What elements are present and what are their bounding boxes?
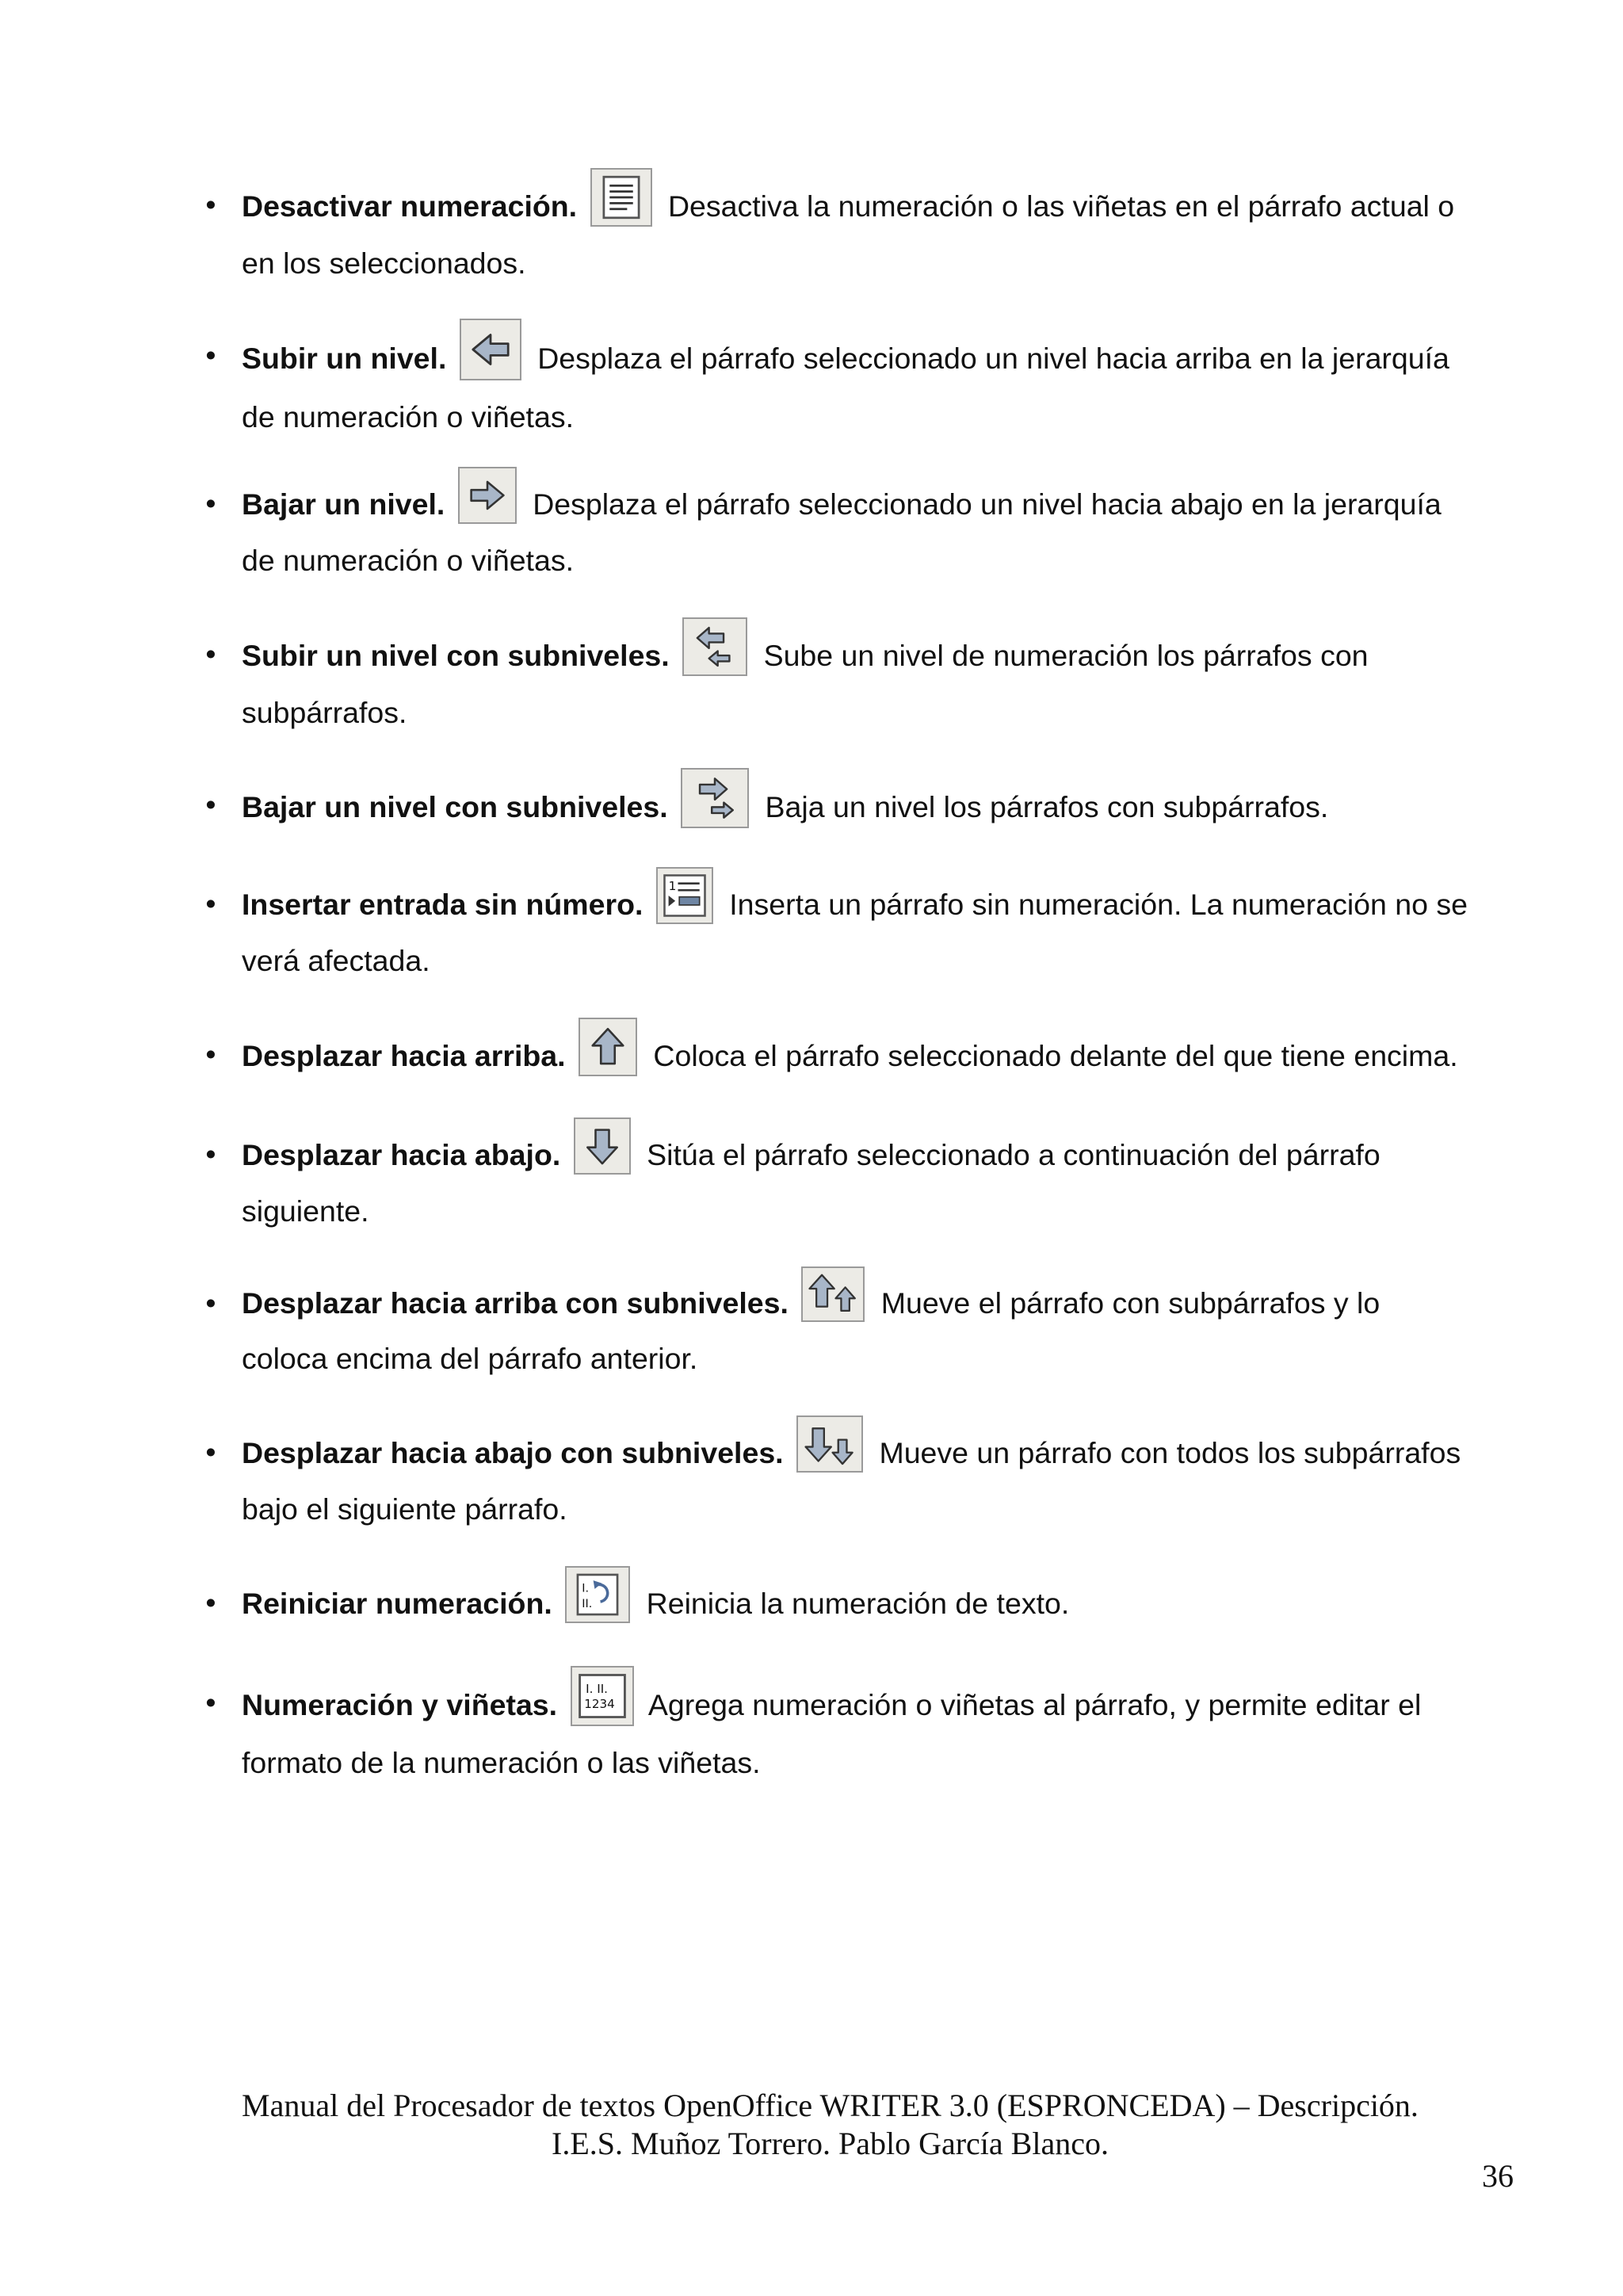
bullet: •	[205, 338, 216, 372]
insert-unnumbered-entry-icon	[656, 867, 713, 924]
item-term: Bajar un nivel.	[242, 487, 445, 521]
bullet: •	[205, 788, 216, 821]
list-item	[205, 1278, 1474, 1385]
item-description: Agrega numeración o viñetas al párrafo, y permite editar el formato de la numeración o las viñetas.	[242, 1687, 1422, 1779]
item-description: Desplaza el párrafo seleccionado un nivel hacia abajo en la jerarquía de numeración o viñetas.	[242, 487, 1442, 577]
item-description: Coloca el párrafo seleccionado delante del que tiene encima.	[653, 1038, 1458, 1072]
item-description: Mueve un párrafo con todos los subpárrafos bajo el siguiente párrafo.	[242, 1435, 1461, 1526]
svg-text:1: 1	[668, 879, 677, 894]
list-item	[205, 779, 1474, 839]
numbering-bullets-icon	[571, 1666, 634, 1726]
bullet: •	[205, 1686, 216, 1719]
item-description: Desplaza el párrafo seleccionado un nivel hacia arriba en la jerarquía de numeración o viñetas.	[242, 341, 1449, 434]
bullet: •	[205, 1586, 216, 1619]
list-item	[205, 878, 1474, 987]
item-description: Sube un nivel de numeración los párrafos con subpárrafos.	[242, 638, 1369, 729]
item-description: Reinicia la numeración de texto.	[646, 1586, 1070, 1620]
svg-text:I.: I.	[582, 1582, 590, 1595]
list-item	[205, 1427, 1474, 1535]
item-term: Insertar entrada sin número.	[242, 887, 643, 921]
restart-numbering-icon	[565, 1566, 630, 1623]
list-item	[205, 478, 1474, 586]
svg-text:I. II.: I. II.	[585, 1682, 608, 1697]
arrow-down-icon	[574, 1117, 631, 1175]
list-item	[205, 1577, 1474, 1634]
item-term: Reiniciar numeración.	[242, 1586, 552, 1620]
bullet: •	[205, 1435, 216, 1469]
bullet: •	[205, 1137, 216, 1171]
bullet: •	[205, 487, 216, 520]
item-description: Desactiva la numeración o las viñetas en el párrafo actual o en los seleccionados.	[242, 189, 1455, 280]
list-item	[205, 1129, 1474, 1237]
page-number: 36	[1482, 2158, 1514, 2194]
item-term: Desplazar hacia arriba con subniveles.	[242, 1286, 789, 1320]
item-term: Desactivar numeración.	[242, 189, 578, 223]
arrow-right-icon	[458, 467, 517, 524]
footer-author: I.E.S. Muñoz Torrero. Pablo García Blanco.	[552, 2126, 1109, 2161]
bullet: •	[205, 637, 216, 670]
item-description: Mueve el párrafo con subpárrafos y lo coloca encima del párrafo anterior.	[242, 1286, 1381, 1376]
item-term: Desplazar hacia abajo con subniveles.	[242, 1435, 784, 1469]
list-item	[205, 330, 1474, 443]
item-description: Baja un nivel los párrafos con subpárrafos.	[765, 789, 1329, 823]
footer-title: Manual del Procesador de textos OpenOffice WRITER 3.0 (ESPRONCEDA) – Descripción.	[242, 2088, 1419, 2123]
item-term: Subir un nivel.	[242, 341, 447, 375]
item-term: Desplazar hacia arriba.	[242, 1038, 566, 1072]
bullet: •	[205, 188, 216, 221]
item-term: Numeración y viñetas.	[242, 1687, 558, 1721]
promote-with-sublevels-icon	[682, 617, 747, 676]
no-numbering-icon	[590, 168, 652, 227]
svg-text:1234: 1234	[583, 1697, 615, 1712]
move-up-with-sublevels-icon	[801, 1266, 865, 1322]
bullet: •	[205, 1286, 216, 1320]
arrow-left-icon	[460, 319, 521, 380]
item-term: Bajar un nivel con subniveles.	[242, 789, 668, 823]
item-description: Sitúa el párrafo seleccionado a continuación del párrafo siguiente.	[242, 1137, 1381, 1228]
bullet: •	[205, 887, 216, 920]
list-item	[205, 179, 1474, 289]
move-down-with-sublevels-icon	[796, 1415, 863, 1473]
svg-text:II.: II.	[582, 1598, 593, 1611]
arrow-up-icon	[579, 1018, 637, 1076]
list-item	[205, 1677, 1474, 1789]
bullet: •	[205, 1037, 216, 1071]
item-term: Desplazar hacia abajo.	[242, 1137, 561, 1171]
item-description: Inserta un párrafo sin numeración. La numeración no se verá afectada.	[242, 887, 1468, 977]
list-item	[205, 628, 1474, 739]
list-item	[205, 1029, 1474, 1087]
item-term: Subir un nivel con subniveles.	[242, 638, 670, 672]
demote-with-sublevels-icon	[681, 768, 749, 828]
